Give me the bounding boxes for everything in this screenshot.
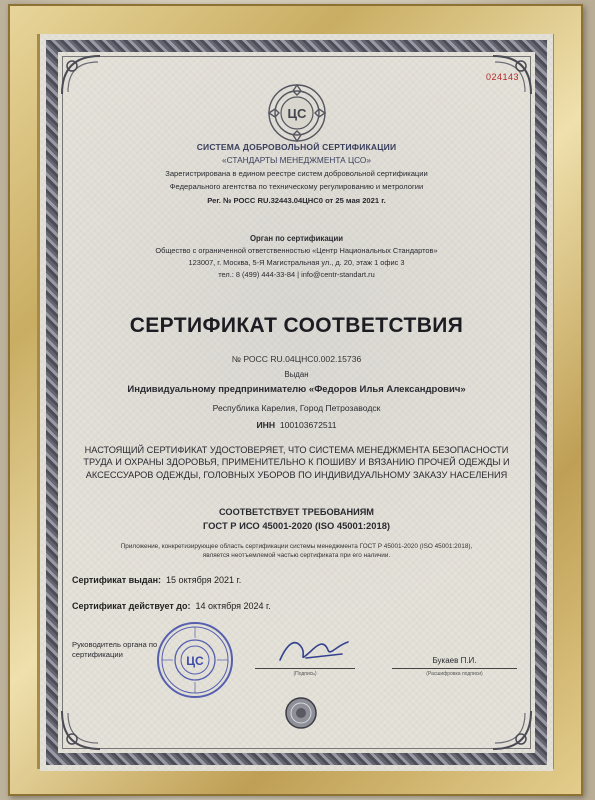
appendix-line-1: Приложение, конкретизирующее область сертификации системы менеджмента ГОСТ Р 45001-2020 (ISO 45001:2018), (120, 543, 473, 550)
logo-letters: ЦС (287, 106, 307, 121)
system-title: СИСТЕМА ДОБРОВОЛЬНОЙ СЕРТИФИКАЦИИ (196, 142, 397, 152)
certification-body-address: 123007, г. Москва, 5-Я Магистральная ул., д. 20, этаж 1 офис 3 (188, 258, 405, 267)
name-caption: (Расшифровка подписи) (426, 671, 483, 677)
handwritten-signature (276, 632, 356, 668)
official-stamp-icon (155, 620, 235, 700)
holder-region: Республика Карелия, Город Петрозаводск (212, 403, 381, 413)
corner-ornament-icon (58, 707, 104, 753)
certification-scope (40, 444, 553, 481)
head-label-line-1: Руководитель органа по (72, 640, 158, 649)
corner-ornament-icon (489, 707, 535, 753)
certification-body-title: Орган по сертификации (249, 234, 344, 243)
serial-number: 024143 (485, 72, 519, 82)
valid-until-label: Сертификат действует до: (72, 601, 191, 611)
issued-date-value: 15 октября 2021 г. (166, 575, 242, 585)
valid-until-row (72, 601, 271, 611)
name-line (392, 668, 517, 669)
issued-date-row (72, 575, 241, 585)
certificate-holder: Индивидуальному предпринимателю «Федоров Илья Александрович» (127, 384, 466, 395)
certification-system-logo-icon (266, 82, 328, 144)
scope-text: НАСТОЯЩИЙ СЕРТИФИКАТ УДОСТОВЕРЯЕТ, ЧТО СИСТЕМА МЕНЕДЖМЕНТА БЕЗОПАСНОСТИ ТРУДА И ОХРАНЫ ЗДОРОВЬЯ, ПРИМЕНИТЕЛЬНО К ПОШИВУ И ВЯЗАНИЮ ПРОЧЕЙ ОДЕЖДЫ И АКСЕССУАРОВ ОДЕЖДЫ, ГОЛОВНЫХ УБОРОВ ПО ИНДИВИДУАЛЬНОМУ ЗАКАЗУ НАСЕЛЕНИЯ (83, 445, 510, 480)
head-label-line-2: сертификации (72, 650, 123, 659)
issued-date-label: Сертификат выдан: (72, 575, 162, 585)
hologram-seal-icon (284, 696, 318, 730)
signer-name: Букаев П.И. (432, 656, 477, 665)
certificate-document (40, 34, 553, 771)
registration-line-2: Федерального агентства по техническому регулированию и метрологии (169, 182, 424, 191)
holder-inn (40, 420, 553, 430)
conformity-line-1: СООТВЕТСТВУЕТ ТРЕБОВАНИЯМ (219, 507, 374, 517)
certification-body-name: Общество с ограниченной ответственностью «Центр Национальных Стандартов» (155, 246, 438, 255)
conformity-standard: ГОСТ Р ИСО 45001-2020 (ISO 45001:2018) (202, 520, 391, 531)
certificate-title: СЕРТИФИКАТ СООТВЕТСТВИЯ (129, 314, 464, 337)
inn-value: 100103672511 (279, 420, 337, 430)
signature-line (255, 668, 355, 669)
valid-until-value: 14 октября 2024 г. (195, 601, 271, 611)
signature-caption: (Подпись) (293, 671, 317, 677)
certificate-number: № РОСС RU.04ЦНС0.002.15736 (231, 354, 362, 364)
stamp-letters: ЦС (186, 654, 204, 668)
registration-number: Рег. № РОСС RU.32443.04ЦНС0 от 25 мая 2021 г. (207, 196, 386, 205)
issued-to-label: Выдан (284, 370, 309, 379)
corner-ornament-icon (58, 52, 104, 98)
head-of-body-label (72, 640, 157, 660)
appendix-note (40, 542, 553, 560)
system-name: «СТАНДАРТЫ МЕНЕДЖМЕНТА ЦСО» (221, 155, 371, 165)
certification-body-contacts: тел.: 8 (499) 444-33-84 | info@centr-standart.ru (218, 270, 375, 279)
registration-line-1: Зарегистрирована в едином реестре систем добровольной сертификации (165, 169, 428, 178)
inn-label: ИНН (256, 420, 276, 430)
appendix-line-2: является неотъемлемой частью сертификата при его наличии. (202, 552, 391, 559)
